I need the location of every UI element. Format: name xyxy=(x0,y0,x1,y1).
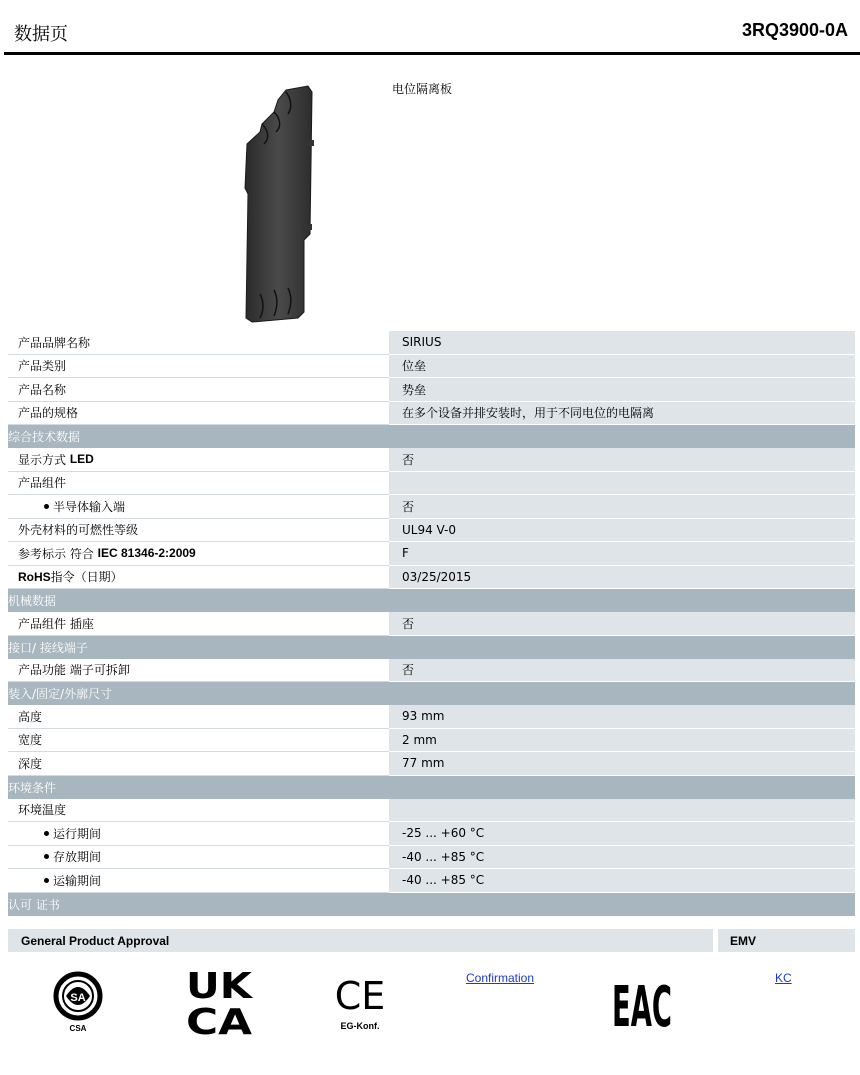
page-header xyxy=(0,0,860,56)
table-row xyxy=(8,378,855,402)
row-label: 产品的规格 xyxy=(8,402,389,426)
row-label: 环境温度 xyxy=(8,799,389,823)
section-header-mechanical xyxy=(8,589,855,612)
header-rule xyxy=(4,52,860,55)
row-label xyxy=(8,869,389,893)
row-value: 位垒 xyxy=(389,355,855,379)
ce-mark: CE xyxy=(334,974,386,1018)
section-title: 机械数据 xyxy=(8,594,57,608)
row-label: 外壳材料的可燃性等级 xyxy=(8,519,389,543)
label-text: 运行期间 xyxy=(53,826,102,841)
section-title: 综合技术数据 xyxy=(8,430,81,444)
confirmation-link[interactable]: Confirmation xyxy=(466,971,535,985)
ce-caption: EG-Konf. xyxy=(340,1021,380,1031)
section-header-certificates xyxy=(8,893,855,916)
emv-label: EMV xyxy=(718,929,855,952)
table-row xyxy=(8,519,855,543)
table-row xyxy=(8,752,855,776)
row-value: -40 ... +85 °C xyxy=(389,869,855,893)
row-value: UL94 V-0 xyxy=(389,519,855,543)
row-value: F xyxy=(389,542,855,566)
label-bold: LED xyxy=(69,452,94,467)
section-header-interface xyxy=(8,636,855,659)
csa-caption: CSA xyxy=(69,1024,87,1033)
row-value: 03/25/2015 xyxy=(389,566,855,590)
product-image xyxy=(240,84,320,324)
row-value: -25 ... +60 °C xyxy=(389,822,855,846)
row-value: 在多个设备并排安装时，用于不同电位的电隔离 xyxy=(389,402,855,426)
table-row xyxy=(8,729,855,753)
row-value: 77 mm xyxy=(389,752,855,776)
row-label: 产品组件 插座 xyxy=(8,612,389,636)
table-row xyxy=(8,402,855,426)
table-row xyxy=(8,542,855,566)
row-value: 2 mm xyxy=(389,729,855,753)
table-row xyxy=(8,799,855,823)
label-text: 指令（日期） xyxy=(50,570,123,585)
approval-header-row xyxy=(8,929,855,952)
product-description: 电位隔离板 xyxy=(392,82,453,96)
label-text: 半导体输入端 xyxy=(53,499,126,514)
general-approval-label: General Product Approval xyxy=(8,929,713,952)
csa-logo-icon xyxy=(52,970,104,1034)
label-text: 参考标示 符合 xyxy=(18,546,94,561)
table-row xyxy=(8,705,855,729)
label-text: 存放期间 xyxy=(53,850,102,865)
ce-logo-icon xyxy=(332,975,388,1035)
label-bold: IEC 81346-2:2009 xyxy=(97,546,196,561)
row-label: 产品名称 xyxy=(8,378,389,402)
table-row xyxy=(8,566,855,590)
table-row xyxy=(8,869,855,893)
section-title: 接口/ 接线端子 xyxy=(8,640,88,655)
row-label: 产品功能 端子可拆卸 xyxy=(8,659,389,683)
table-row xyxy=(8,846,855,870)
table-row xyxy=(8,612,855,636)
row-label: 产品组件 xyxy=(8,472,389,496)
table-row xyxy=(8,355,855,379)
row-value xyxy=(389,799,855,823)
label-text: 运输期间 xyxy=(53,873,102,888)
bullet-icon xyxy=(44,878,49,883)
ukca-line1: UK xyxy=(186,966,254,1007)
table-row xyxy=(8,331,855,355)
row-label: 深度 xyxy=(8,752,389,776)
row-label xyxy=(8,846,389,870)
part-number: 3RQ3900-0A xyxy=(741,20,848,40)
ukca-logo-icon xyxy=(186,966,254,1043)
table-row xyxy=(8,472,855,496)
section-header-mounting xyxy=(8,682,855,705)
bullet-icon xyxy=(44,831,49,836)
table-row xyxy=(8,659,855,683)
row-label: 高度 xyxy=(8,705,389,729)
row-value xyxy=(389,472,855,496)
table-row xyxy=(8,448,855,472)
row-label xyxy=(8,542,389,566)
row-value: -40 ... +85 °C xyxy=(389,846,855,870)
row-label xyxy=(8,566,389,590)
bullet-icon xyxy=(44,854,49,859)
section-title: 环境条件 xyxy=(8,780,57,795)
row-value: 否 xyxy=(389,448,855,472)
row-label: 产品类别 xyxy=(8,355,389,379)
row-label xyxy=(8,495,389,519)
table-row xyxy=(8,495,855,519)
row-value: 93 mm xyxy=(389,705,855,729)
row-label xyxy=(8,448,389,472)
section-header-environment xyxy=(8,776,855,799)
label-text: 显示方式 xyxy=(18,452,67,467)
section-title: 装入/固定/外廓尺寸 xyxy=(8,687,113,701)
kc-link[interactable]: KC xyxy=(775,971,792,985)
row-value: 势垒 xyxy=(389,378,855,402)
row-value: 否 xyxy=(389,659,855,683)
ukca-line2: CA xyxy=(186,1002,253,1043)
svg-text:SA: SA xyxy=(70,992,86,1004)
section-title: 认可 证书 xyxy=(8,897,60,912)
row-label: 产品品牌名称 xyxy=(8,331,389,355)
eac-mark: EAC xyxy=(612,975,672,1040)
bullet-icon xyxy=(44,504,49,509)
table-row xyxy=(8,822,855,846)
technical-data-table xyxy=(8,331,855,916)
eac-logo-icon xyxy=(612,975,672,1040)
section-header-general xyxy=(8,425,855,448)
row-value: 否 xyxy=(389,495,855,519)
row-label xyxy=(8,822,389,846)
label-bold: RoHS xyxy=(18,569,51,584)
row-value: SIRIUS xyxy=(389,331,855,355)
doc-title: 数据页 xyxy=(14,24,68,45)
row-value: 否 xyxy=(389,612,855,636)
row-label: 宽度 xyxy=(8,729,389,753)
